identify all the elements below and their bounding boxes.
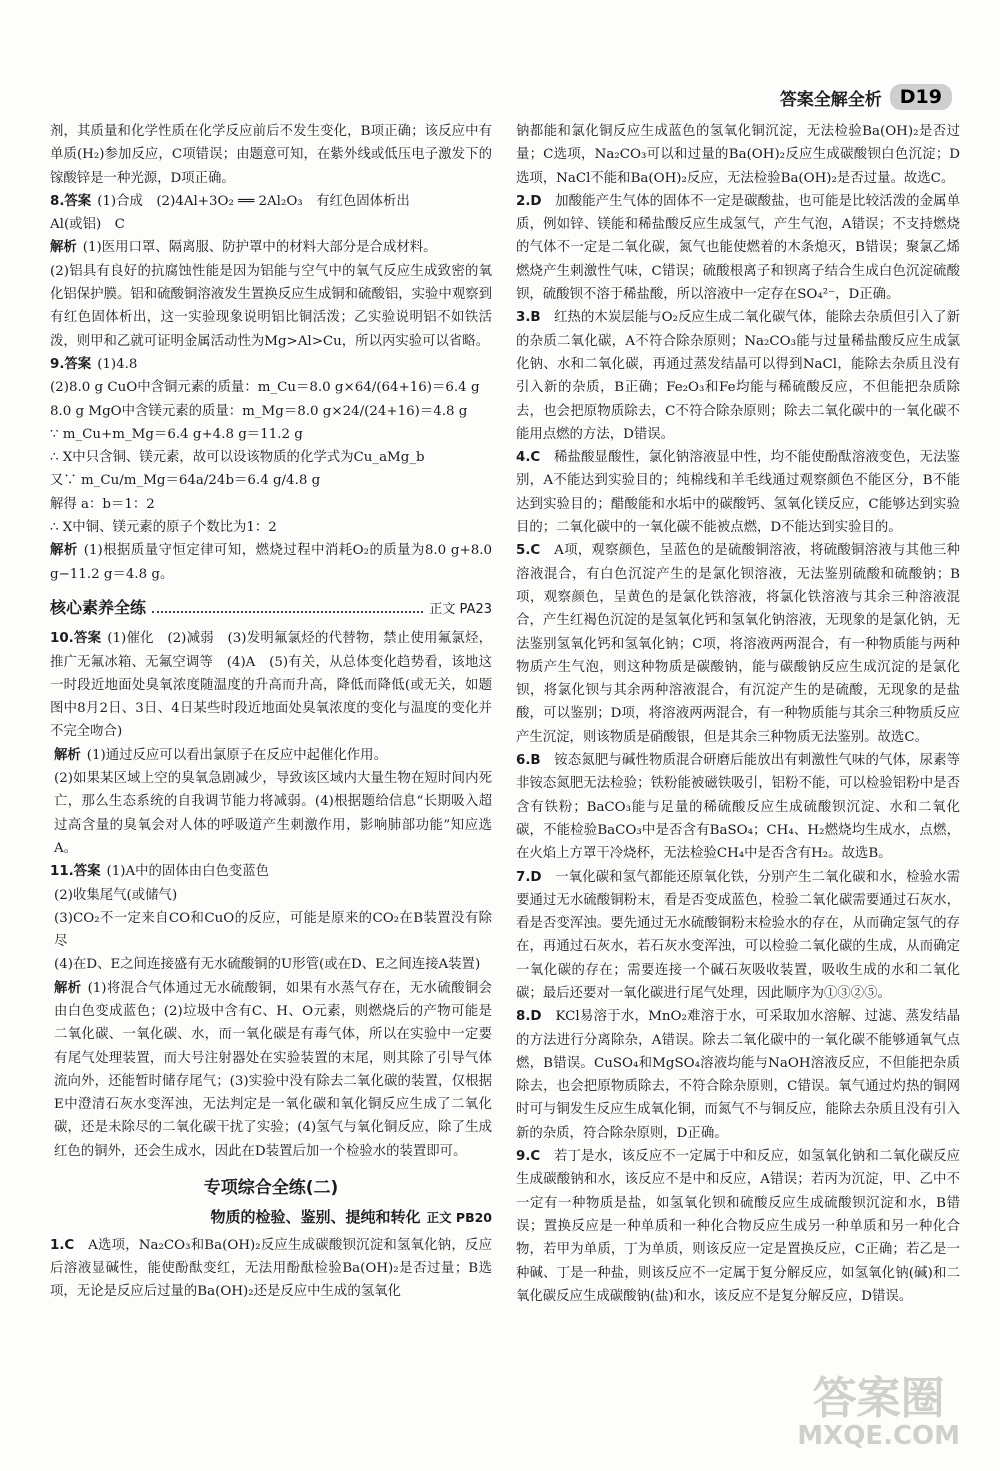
question-11-explanation: (1)将混合气体通过无水硫酸铜，如果有水蒸气存在，无水硫酸铜会由白色变成蓝色；(2)垃圾中含有C、H、O元素，则燃烧后的产物可能是二氧化碳、一氧化碳、水，而一氧化碳是有毒气体，所以在实验中一定要有尾气处理装置，而大号注射器处在实验装置的末尾，则其除了引导气体流向外，还能暂时储存尾气；(3)实验中没有除去二氧化碳的装置，仅根据E中澄清石灰水变浑浊，无法判定是一氧化碳和氧化铜反应生成了二氧化碳，还是未除尽的二氧化碳干扰了实验；(4)氢气与氧化铜反应，除了生成红色的铜外，还会生成水，因此在D装置后加一个检验水的装置即可。 — [54, 980, 493, 1159]
question-2-number: 2.D — [516, 193, 542, 209]
question-11-explanation-label: 解析 — [54, 980, 82, 996]
question-8-number: 8. — [50, 193, 65, 209]
question-9-line-3: 8.0 g MgO中含镁元素的质量：m_Mg＝8.0 g×24/(24+16)＝4.8 g — [50, 403, 468, 419]
question-11-line-4: (4)在D、E之间连接盛有无水硫酸铜的U形管(或在D、E之间连接A装置) — [54, 957, 481, 973]
question-1-text: A选项，Na₂CO₃和Ba(OH)₂反应生成碳酸钡沉淀和氢氧化钠，反应后溶液显碱性，能使酚酞变红，无法用酚酞检验Ba(OH)₂是否过量；B选项，无论是反应后过量的Ba(OH)₂还是反应中生成的氢氧化 — [50, 1237, 493, 1300]
question-7-text: 一氧化碳和氢气都能还原氧化铁，分别产生二氧化碳和水，检验水需要通过无水硫酸铜粉末，看是否变成蓝色，检验二氧化碳需要通过石灰水，看是否变浑浊。要先通过无水硫酸铜粉末检验水的存在，从而确定氢气的存在，再通过石灰水，若石灰水变浑浊，可以检验二氧化碳的生成，从而确定一氧化碳的存在；需要连接一个碱石灰吸收装置，吸收生成的水和二氧化碳；最后还要对一氧化碳进行尾气处理，因此顺序为①③②⑤。 — [516, 869, 960, 1001]
question-9-answer-label: 答案 — [64, 356, 92, 372]
question-8r-text: KCl易溶于水，MnO₂难溶于水，可采取加水溶解、过滤、蒸发结晶的方法进行分离除杂，A错误。除去二氧化碳中的一氧化碳不能够通氧气点燃，B错误。CuSO₄和MgSO₄溶液均能与NaOH溶液反应，不但能把杂质除去，也会把原物质除去，不符合除杂原则，C错误。氧气通过灼热的铜网时可与铜发生反应生成氧化铜，而氮气不与铜反应，能除去杂质且没有引入新的杂质，符合除杂原则，D正确。 — [516, 1009, 961, 1141]
question-5-block — [516, 539, 960, 749]
question-6-block — [516, 749, 960, 865]
question-4-block — [516, 446, 960, 539]
question-10-explanation-label: 解析 — [54, 747, 81, 763]
question-9r-block — [516, 1145, 960, 1308]
question-11-line-2: (2)收集尾气(或储气) — [54, 887, 178, 903]
watermark-logo — [797, 1373, 960, 1451]
question-7-block — [516, 866, 960, 1006]
question-9-explanation: (1)根据质量守恒定律可知，燃烧过程中消耗O₂的质量为8.0 g+8.0 g−11.2 g＝4.8 g。 — [50, 543, 493, 582]
header-title: 答案全解全析 — [779, 89, 882, 110]
left-intro-text: 剂，其质量和化学性质在化学反应前后不发生变化，B项正确；该反应中有单质(H₂)参加反应，C项错误；由题意可知，在紫外线或低压电子激发下的镓酸锌是一种光源，D项正确。 — [50, 124, 492, 186]
topic-subtitle: 物质的检验、鉴别、提纯和转化 — [210, 1208, 421, 1227]
question-6-number: 6.B — [516, 753, 541, 769]
question-11-block — [50, 860, 492, 1163]
question-2-block — [516, 190, 960, 306]
question-5-number: 5.C — [516, 543, 541, 559]
question-5-text: A项，观察颜色，呈蓝色的是硫酸铜溶液，将硫酸铜溶液与其他三种溶液混合，有白色沉淀产生的是氯化钡溶液，无法鉴别硫酸和硫酸钠；B项，观察颜色，呈黄色的是氯化铁溶液，将氯化铁溶液与其余三种溶液混合，产生红褐色沉淀的是氢氧化钙和氢氧化钠溶液，无现象的是氯化钠，无法鉴别氢氧化钙和氢氧化钠；C项，将溶液两两混合，有一种物质能与两种物质产生气泡，则这种物质是碳酸钠，能与碳酸钠反应生成沉淀的是氯化钡，将氯化钡与其余两种溶液混合，有沉淀产生的是硫酸，无现象的是盐酸，可以鉴别；D项，将溶液两两混合，有一种物质能与其余三种物质反应产生沉淀，则该物质是硝酸银，但是其余三种物质无法鉴别。故选C。 — [516, 543, 961, 745]
question-9r-number: 9.C — [516, 1149, 541, 1165]
section-dot-leader — [152, 601, 423, 613]
question-8-answer-cont: Al(或铝) C — [50, 217, 125, 233]
question-11-number: 11. — [50, 864, 74, 880]
question-10-number: 10. — [50, 631, 74, 647]
topic-subtitle-row — [50, 1206, 492, 1229]
question-10-block — [50, 627, 492, 860]
question-10-answer-label: 答案 — [73, 631, 102, 647]
topic-page-ref: 正文 PB20 — [426, 1210, 492, 1226]
question-10-explanation-1: (1)通过反应可以看出氯原子在反应中起催化作用。 — [86, 747, 387, 763]
question-9-line-2: (2)8.0 g CuO中含铜元素的质量：m_Cu＝8.0 g×64/(64+16)＝6.4 g — [50, 380, 480, 396]
watermark-line-1: 答案圈 — [812, 1373, 945, 1424]
question-3-number: 3.B — [516, 310, 541, 326]
question-8-block — [50, 190, 492, 353]
right-column — [516, 120, 960, 1308]
question-9-line-7: 解得 a：b＝1：2 — [50, 496, 155, 512]
question-7-number: 7.D — [516, 869, 542, 885]
question-8-answer-label: 答案 — [64, 193, 92, 209]
question-10-explanation-2: (2)如果某区域上空的臭氧急剧减少，导致该区域内大量生物在短时间内死亡，那么生态系统的自我调节能力将减弱。(4)根据题给信息“长期吸入超过高含量的臭氧会对人体的呼吸道产生刺激作用，影响肺部功能”知应选A。 — [54, 771, 492, 856]
question-8-answer: (1)合成 (2)4Al+3O₂ ══ 2Al₂O₃ 有红色固体析出 — [97, 193, 410, 209]
question-8r-block — [516, 1005, 960, 1145]
page-header — [780, 84, 952, 110]
question-9-explanation-label: 解析 — [50, 543, 78, 559]
question-8-explanation-2: (2)铝具有良好的抗腐蚀性能是因为铝能与空气中的氧气反应生成致密的氧化铝保护膜。铝和硫酸铜溶液发生置换反应生成铜和硫酸铝，实验中观察到有红色固体析出，这一实验现象说明铝比铜活泼；乙实验说明铝不如铁活泼，则甲和乙就可证明金属活动性为Mg>Al>Cu，所以丙实验可以省略。 — [50, 263, 492, 349]
question-11-line-1: (1)A中的固体由白色变蓝色 — [106, 864, 270, 880]
question-4-number: 4.C — [516, 450, 541, 466]
question-9r-text: 若丁是水，该反应不一定属于中和反应，如氢氧化钠和二氧化碳反应生成碳酸钠和水，该反应不是中和反应，A错误；若丙为沉淀，甲、乙中不一定有一种物质是盐，如氢氧化钡和硫酸反应生成硫酸钡沉淀和水，B错误；置换反应是一种单质和一种化合物反应生成另一种单质和另一种化合物，若甲为单质，丁为单质，则该反应一定是置换反应，C正确；若乙是一种碱、丁是一种盐，则该反应不一定属于复分解反应，如氢氧化钠(碱)和二氧化碳反应生成碳酸钠(盐)和水，该反应不是复分解反应，D错误。 — [516, 1149, 961, 1304]
question-3-text: 红热的木炭层能与O₂反应生成二氧化碳气体，能除去杂质但引入了新的杂质二氧化碳，A不符合除杂原则；Na₂CO₃能与过量稀盐酸反应生成氯化钠、水和二氧化碳，再通过蒸发结晶可以得到NaCl，能除去杂质且没有引入新的杂质，B正确；Fe₂O₃和Fe均能与稀硫酸反应，不但能把杂质除去，也会把原物质除去，C不符合除杂原则；除去二氧化碳中的一氧化碳不能用点燃的方法，D错误。 — [516, 310, 960, 442]
question-11-answer-label: 答案 — [73, 864, 101, 880]
question-9-line-5: ∴ X中只含铜、镁元素，故可以设该物质的化学式为Cu_aMg_b — [50, 450, 425, 466]
question-9-number: 9. — [50, 356, 65, 372]
question-3-block — [516, 306, 960, 446]
question-9-block — [50, 353, 492, 586]
question-8r-number: 8.D — [516, 1009, 542, 1025]
right-intro-text: 钠都能和氯化铜反应生成蓝色的氢氧化铜沉淀，无法检验Ba(OH)₂是否过量；C选项，Na₂CO₃可以和过量的Ba(OH)₂反应生成碳酸钡白色沉淀；D选项，NaCl不能和Ba(OH)₂反应，无法检验Ba(OH)₂是否过量。故选C。 — [516, 124, 960, 186]
section-page-ref: 正文 PA23 — [429, 601, 492, 617]
watermark-line-2: MXQE.COM — [797, 1421, 960, 1451]
question-1-block — [50, 1234, 492, 1304]
question-9-line-4: ∵ m_Cu+m_Mg＝6.4 g+4.8 g＝11.2 g — [50, 426, 303, 442]
question-10-answer: (1)催化 (2)减弱 (3)发明氟氯烃的代替物，禁止使用氟氯烃，推广无氟冰箱、无氟空调等 (4)A (5)有关，从总体变化趋势看，该地这一时段近地面处臭氧浓度随温度的升高而升高，降低而降低(或无关，如题图中8月2日、3日、4日某些时段近地面处臭氧浓度的变化与温度的变化并不完全吻合) — [50, 631, 493, 740]
question-2-text: 加酸能产生气体的固体不一定是碳酸盐，也可能是比较活泼的金属单质，例如锌、镁能和稀盐酸反应生成氢气，产生气泡，A错误；不支持燃烧的气体不一定是二氧化碳，氮气也能使燃着的木条熄灭，B错误；聚氯乙烯燃烧产生刺激性气味，C错误；硫酸根离子和钡离子结合生成白色沉淀硫酸钡，硫酸钡不溶于稀盐酸，所以溶液中一定存在SO₄²⁻，D正确。 — [516, 193, 960, 303]
page-number-badge: D19 — [890, 84, 952, 110]
question-9-line-6: 又∵ m_Cu/m_Mg＝64a/24b＝6.4 g/4.8 g — [50, 473, 321, 489]
section-title: 核心素养全练 — [50, 597, 147, 617]
question-9-line-8: ∴ X中铜、镁元素的原子个数比为1：2 — [50, 520, 277, 536]
question-4-text: 稀盐酸显酸性，氯化钠溶液显中性，均不能使酚酞溶液变色，无法鉴别，A不能达到实验目的；纯棉线和羊毛线通过观察颜色不能区分，B不能达到实验目的；醋酸能和水垢中的碳酸钙、氢氧化镁反应，C能够达到实验目的；二氧化碳中的一氧化碳不能被点燃，D不能达到实验目的。 — [516, 450, 961, 536]
left-column — [50, 120, 492, 1304]
section-heading — [50, 596, 492, 621]
question-9-line-1: (1)4.8 — [97, 356, 138, 372]
question-1-number: 1.C — [50, 1237, 75, 1253]
question-6-text: 铵态氮肥与碱性物质混合研磨后能放出有刺激性气味的气体，尿素等非铵态氮肥无法检验；铁粉能被磁铁吸引，铝粉不能，可以检验铝粉中是否含有铁粉；BaCO₃能与足量的稀硫酸反应生成硫酸钡沉淀、水和二氧化碳，不能检验BaCO₃中是否含有BaSO₄；CH₄、H₂燃烧均生成水，点燃，在火焰上方罩干冷烧杯，无法检验CH₄中是否含有H₂。故选B。 — [516, 753, 961, 862]
topic-title: 专项综合全练(二) — [203, 1178, 339, 1199]
question-11-line-3: (3)CO₂不一定来自CO和CuO的反应，可能是原来的CO₂在B装置没有除尽 — [54, 910, 492, 950]
question-8-explanation-1: (1)医用口罩、隔离服、防护罩中的材料大部分是合成材料。 — [82, 240, 437, 256]
question-8-explanation-label: 解析 — [50, 240, 77, 256]
